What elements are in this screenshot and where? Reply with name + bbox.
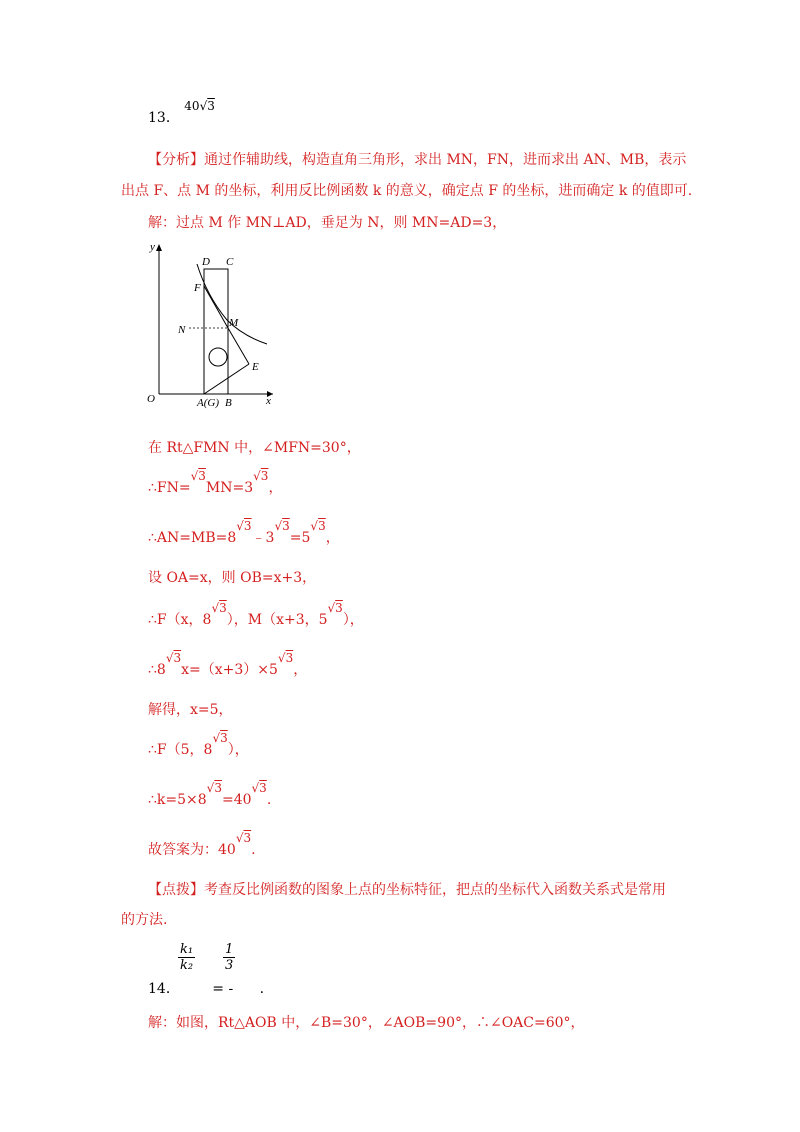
- solution-intro: 解：过点 M 作 MN⊥AD，垂足为 N，则 MN=AD=3，: [148, 215, 507, 231]
- comment-text-1: 考查反比例函数的图象上点的坐标特征，把点的坐标代入函数关系式是常用: [204, 882, 666, 898]
- step-7: 解得，x=5，: [148, 702, 233, 718]
- step-8: ∴F（5，8√3），: [148, 731, 249, 758]
- comment-text-2: 的方法.: [121, 912, 168, 928]
- segment-ea: [204, 364, 249, 394]
- q14-number: 14．: [148, 981, 180, 997]
- geometry-figure: [145, 236, 280, 411]
- step-3: ∴AN=MB=8√3﹣3√3=5√3，: [148, 519, 340, 546]
- label-c: C: [226, 256, 234, 268]
- q14-end: .: [259, 981, 265, 997]
- analysis-tag: 【分析】: [148, 152, 204, 168]
- segment-fm: [204, 286, 228, 328]
- circle: [209, 348, 227, 366]
- step-2: ∴FN=√3MN=3√3，: [148, 469, 283, 496]
- label-n: N: [178, 324, 186, 336]
- label-x: x: [266, 395, 271, 407]
- step-1: 在 Rt△FMN 中，∠MFN=30°，: [148, 440, 361, 456]
- step-5: ∴F（x，8√3），M（x+3，5√3），: [148, 601, 364, 628]
- q13-line: [148, 99, 215, 128]
- step-9: ∴k=5×8√3=40√3.: [148, 781, 272, 808]
- label-o: O: [147, 393, 155, 405]
- q14-one-third: $\frac{1}{3}$: [225, 942, 234, 973]
- q13-number: 13．: [148, 110, 180, 126]
- label-f: F: [194, 282, 201, 294]
- step-4: 设 OA=x，则 OB=x+3，: [148, 570, 317, 586]
- segment-me: [228, 328, 249, 364]
- analysis-line-1: [148, 150, 686, 170]
- q14-solution: 解：如图，Rt△AOB 中，∠B=30°，∠AOB=90°，∴∠OAC=60°，: [148, 1015, 585, 1031]
- q13-answer: 40√3: [184, 99, 215, 113]
- analysis-text-2: 出点 F、点 M 的坐标，利用反比例函数 k 的意义，确定点 F 的坐标，进而确定 k 的值即可.: [121, 183, 693, 199]
- comment-line-1: [148, 880, 666, 900]
- q14-equals: = -: [212, 981, 234, 997]
- label-y: y: [150, 241, 155, 253]
- label-b: B: [225, 397, 232, 409]
- label-e: E: [252, 361, 259, 373]
- step-6: ∴8√3x=（x+3）×5√3，: [148, 651, 308, 678]
- y-axis-arrow: [156, 244, 162, 251]
- q14-k-fraction: $\frac{\text{k₁}}{\text{k₂}}$: [180, 942, 194, 973]
- label-d: D: [202, 256, 210, 268]
- label-m: M: [229, 317, 239, 329]
- analysis-text-1: 通过作辅助线，构造直角三角形，求出 MN，FN，进而求出 AN、MB，表示: [204, 152, 687, 168]
- comment-tag: 【点拨】: [148, 882, 204, 898]
- rectangle-abcd: [204, 269, 228, 394]
- step-10: 故答案为：40√3.: [148, 831, 256, 858]
- hyperbola-curve: [197, 264, 267, 344]
- label-ag: A(G): [197, 397, 219, 409]
